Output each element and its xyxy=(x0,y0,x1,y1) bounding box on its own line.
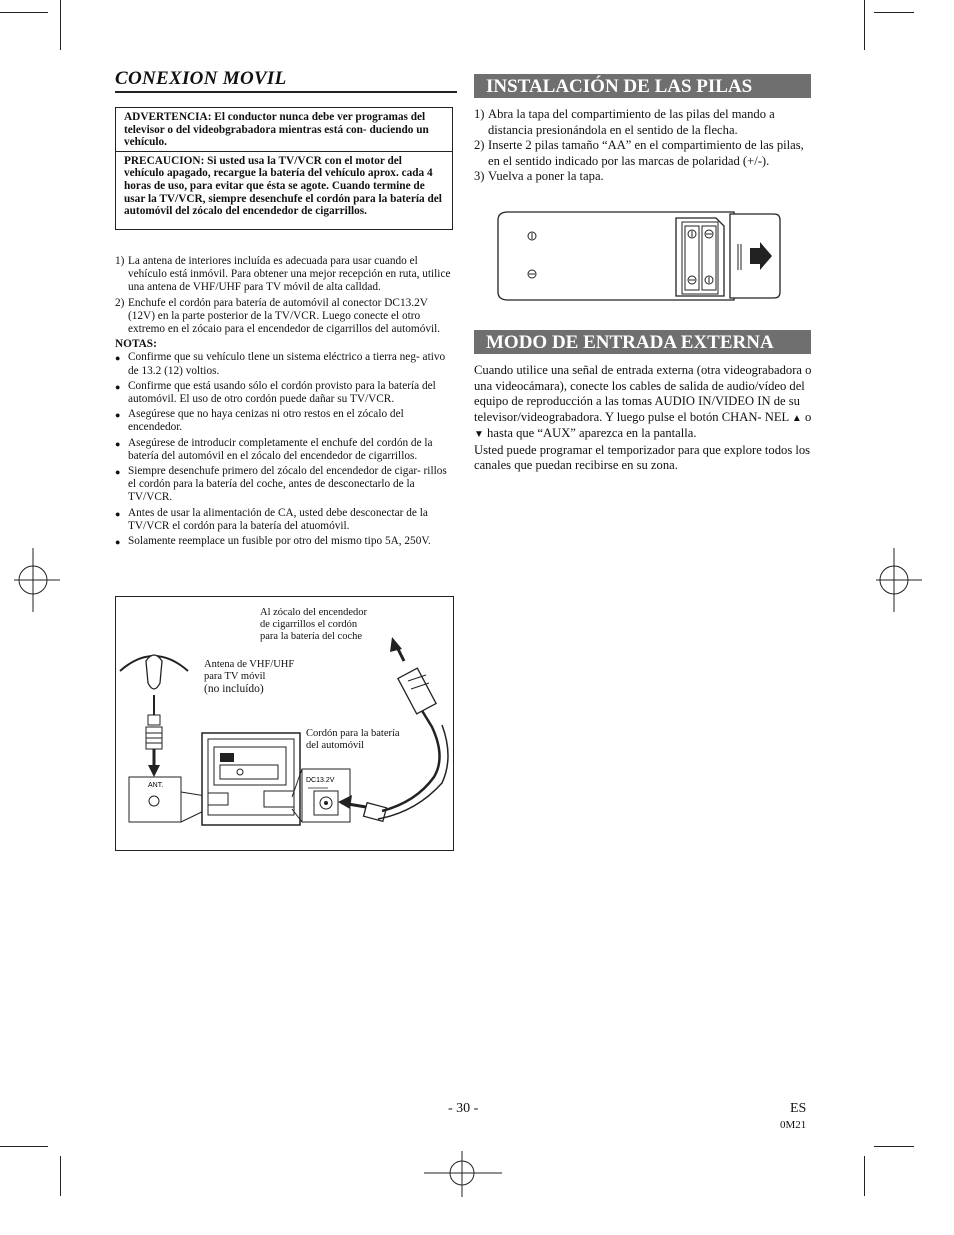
step-text: Enchufe el cordón para batería de automóvil al conector DC13.2V (12V) en la parte posterior de la TV/VCR. Luego conecte el otro extremo en el zócaio para el encendedor de cigarrillos del automóvil. xyxy=(128,296,441,336)
note-item xyxy=(115,408,455,434)
step-number: 3) xyxy=(474,169,485,183)
note-text: Confirme que su vehículo tlene un sistema eléctrico a tierra neg- ativo de 13.2 (12) voltios. xyxy=(128,351,446,377)
antenna-label: Antena de VHF/UHF para TV móvil (no incluído) xyxy=(204,659,295,695)
down-arrow-icon: ▼ xyxy=(474,429,484,440)
warning-text: ADVERTENCIA: El conductor nunca debe ver programas del televisor o del videobgrabadora mientras está con- duciendo un vehículo. xyxy=(124,111,429,149)
note-text: Asegúrese de introducir completamente el enchufe del cordón de la batería del automóvil en el zócalo del encendedor de cigarrillos. xyxy=(128,436,433,462)
note-item xyxy=(115,437,455,463)
note-item xyxy=(115,465,455,505)
note-text: Solamente reemplace un fusible por otro del mismo tipo 5A, 250V. xyxy=(128,535,431,548)
page-number: - 30 - xyxy=(448,1101,479,1116)
step-number: 2) xyxy=(115,296,125,309)
diagram-drawing xyxy=(116,597,453,850)
note-text: Antes de usar la alimentación de CA, usted debe desconectar de la TV/VCR el cordón para la batería del atuomóvil. xyxy=(128,506,428,532)
dc-jack-label: DC13.2V xyxy=(306,777,335,784)
battery-steps xyxy=(474,107,814,185)
car-connection-diagram xyxy=(115,596,454,851)
bullet-icon: ● xyxy=(115,353,121,364)
external-input-paragraph: Cuando utilice una señal de entrada externa (otra videograbadora o una videocámara), conecte los cables de salida de audio/vídeo del equipo de reproducción a las tomas AUDIO IN/VIDEO IN de su televisor/videograbadora. Y luego pulse el botón CHAN- NEL ▲ o ▼ hasta que “AUX” aparezca en la pantalla. xyxy=(474,363,812,440)
warning-box xyxy=(115,107,453,230)
external-input-text xyxy=(474,363,814,474)
step-item xyxy=(115,297,455,337)
notes-label: NOTAS: xyxy=(115,338,157,351)
section-title-conexion-movil: CONEXION MOVIL xyxy=(115,68,287,89)
bullet-icon: ● xyxy=(115,410,121,421)
bullet-icon: ● xyxy=(115,438,121,449)
crop-mark xyxy=(0,12,48,13)
crop-mark xyxy=(864,1156,865,1196)
crop-mark xyxy=(874,12,914,13)
section-title-pilas: INSTALACIÓN DE LAS PILAS xyxy=(474,74,811,98)
model-code: 0M21 xyxy=(780,1119,807,1131)
note-item xyxy=(115,351,455,377)
remote-battery-illustration xyxy=(494,208,794,304)
crop-mark xyxy=(864,0,865,50)
battery-step xyxy=(474,138,814,169)
registration-mark-bottom xyxy=(424,1145,504,1197)
step-number: 1) xyxy=(115,255,125,267)
section-title-entrada-externa: MODO DE ENTRADA EXTERNA xyxy=(474,330,811,354)
step-text: Abra la tapa del compartimiento de las pilas del mando a distancia presionándola en el sentido de la flecha. xyxy=(488,107,775,137)
crop-mark xyxy=(874,1146,914,1147)
notes-list xyxy=(115,351,455,549)
note-text: Confirme que está usando sólo el cordón provisto para la batería del automóvil. El uso de otro cordón puede dañar su TV/VCR. xyxy=(128,379,436,406)
cigarette-plug-icon xyxy=(398,668,436,714)
step-number: 2) xyxy=(474,138,485,152)
bullet-icon: ● xyxy=(115,508,121,519)
note-text: Asegúrese que no haya cenizas ni otro restos en el zócalo del encendedor. xyxy=(128,408,404,434)
crop-mark xyxy=(0,1146,48,1147)
battery-step xyxy=(474,107,814,138)
registration-mark-right xyxy=(876,548,926,612)
battery-step xyxy=(474,169,814,185)
note-item xyxy=(115,507,455,533)
connection-steps xyxy=(115,255,455,551)
step-number: 1) xyxy=(474,107,485,121)
crop-mark xyxy=(60,0,61,50)
note-text: Siempre desenchufe primero del zócalo del encendedor de cigar- rillos el cordón para la batería del coche, antes de desconectarlo de la TV/VCR. xyxy=(128,465,447,504)
socket-label: Al zócalo del encendedor de cigarrillos el cordón para la batería del coche xyxy=(260,607,367,642)
bullet-icon: ● xyxy=(115,381,121,392)
note-item xyxy=(115,380,455,406)
cord-label: Cordón para la batería del automóvil xyxy=(306,728,400,751)
language-code: ES xyxy=(790,1101,807,1116)
note-item xyxy=(115,535,455,549)
crop-mark xyxy=(60,1156,61,1196)
ant-jack-label: ANT. xyxy=(148,782,164,789)
title-rule xyxy=(115,91,457,93)
bullet-icon: ● xyxy=(115,467,121,478)
step-text: La antena de interiores incluída es adecuada para usar cuando el vehículo está inmóvil. Para obtener una mejor recepción en ruta, utilice una antena de VHF/UHF para TV móvil de alta calldad. xyxy=(128,255,451,294)
up-arrow-icon: ▲ xyxy=(791,412,802,424)
step-text: Vuelva a poner la tapa. xyxy=(488,169,604,183)
step-text: Inserte 2 pilas tamaño “AA” en el compartimiento de las pilas, en el sentido indicado por las marcas de polaridad (+/-). xyxy=(488,138,804,168)
timer-paragraph: Usted puede programar el temporizador para que explore todos los canales que puedan recibirse en su zona. xyxy=(474,442,811,472)
bullet-icon: ● xyxy=(115,537,121,548)
step-item xyxy=(115,255,455,295)
registration-mark-left xyxy=(14,548,64,612)
precaution-text: PRECAUCION: Si usted usa la TV/VCR con el motor del vehículo apagado, recargue la batería del vehículo aprox. cada 4 horas de uso, para evitar que ésta se agote. Cuando termine de usar la TV/VCR, siempre desenchufe el cordón para la batería del automóvil del zócalo del encendedor de cigarrillos. xyxy=(124,154,442,218)
